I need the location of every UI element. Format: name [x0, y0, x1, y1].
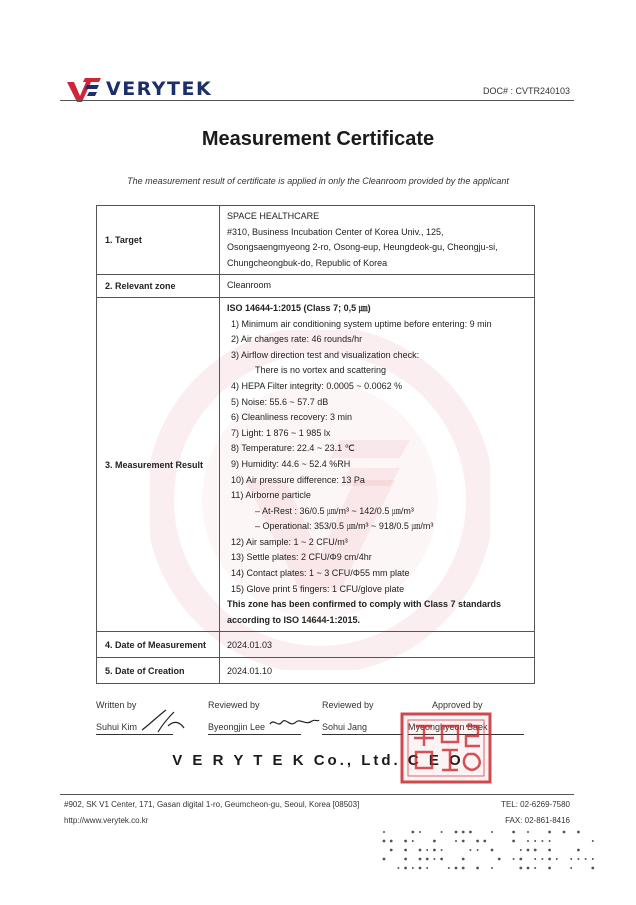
brand-name: VERYTEK [106, 78, 213, 100]
footer-divider [60, 794, 574, 795]
pattern-dot [397, 867, 399, 869]
pattern-dot [570, 867, 572, 869]
creation-date-label: 5. Date of Creation [97, 658, 220, 684]
pattern-dot [419, 831, 421, 833]
pattern-dot [476, 840, 479, 843]
target-line: Chungcheongbuk-do, Republic of Korea [227, 257, 388, 268]
pattern-dot [577, 849, 580, 852]
pattern-dot [556, 858, 558, 860]
pattern-dot [462, 831, 465, 834]
pattern-dot [527, 840, 529, 842]
result-item: 5) Noise: 55.6 ~ 57.7 dB [231, 396, 329, 407]
result-conclusion: according to ISO 14644-1:2015. [227, 614, 361, 625]
pattern-dot [441, 849, 443, 851]
result-item: 2) Air changes rate: 46 rounds/hr [231, 334, 363, 345]
pattern-dot [469, 831, 472, 834]
signature-scribble-icon [138, 706, 188, 736]
document-number: DOC# : CVTR240103 [482, 86, 570, 96]
certificate-table [96, 205, 535, 684]
pattern-dot [426, 849, 428, 851]
row-creation-date [97, 658, 535, 684]
signature-scribble-icon [268, 714, 320, 732]
pattern-dot [383, 840, 386, 843]
result-item: 7) Light: 1 876 ~ 1 985 lx [231, 427, 331, 438]
pattern-dot [512, 840, 515, 843]
result-item: 11) Airborne particle [231, 490, 311, 501]
pattern-dot [513, 858, 515, 860]
approved-by-name: Myeonghyeon Baek [408, 722, 524, 735]
pattern-dot [404, 858, 407, 861]
measurement-date-value: 2024.01.03 [220, 632, 535, 658]
row-zone [97, 275, 535, 298]
result-label: 3. Measurement Result [97, 297, 220, 631]
result-item: 14) Contact plates: 1 ~ 3 CFU/Φ55 mm plate [231, 568, 410, 579]
pattern-dot [412, 840, 414, 842]
target-line: SPACE HEALTHCARE [227, 211, 320, 221]
pattern-dot [433, 858, 435, 860]
pattern-dot [527, 867, 530, 870]
reviewed-by-name: Byeongjin Lee [208, 722, 301, 735]
result-item: 10) Air pressure difference: 13 Pa [231, 474, 365, 485]
pattern-dot [404, 867, 407, 870]
pattern-dot [591, 867, 594, 870]
result-item: 8) Temperature: 22.4 ~ 23.1 ℃ [231, 443, 355, 454]
pattern-dot [469, 849, 471, 851]
pattern-dot [419, 867, 422, 870]
pattern-dot [491, 849, 494, 852]
pattern-dot [383, 831, 385, 833]
pattern-dot [404, 849, 407, 852]
result-conclusion: This zone has been confirmed to comply with Class 7 standards [227, 599, 502, 610]
pattern-dot [548, 831, 551, 834]
target-value [220, 206, 535, 275]
pattern-dot [455, 831, 458, 834]
pattern-dot [383, 858, 386, 861]
pattern-dot [390, 840, 393, 843]
company-fax: FAX: 02-861-8416 [505, 816, 570, 825]
pattern-dot [455, 867, 458, 870]
pattern-dot [563, 831, 566, 834]
result-item: 9) Humidity: 44.6 ~ 52.4 %RH [231, 458, 351, 469]
company-address: #902, SK V1 Center, 171, Gasan digital 1-ro, Geumcheon-gu, Seoul, Korea [08503] [64, 800, 360, 809]
company-tel: TEL: 02-6269-7580 [501, 800, 570, 809]
pattern-dot [548, 849, 551, 852]
pattern-dot [527, 831, 529, 833]
certificate-title: Measurement Certificate [201, 128, 435, 150]
approved-by-label: Approved by [432, 700, 483, 710]
security-dot-pattern-icon [380, 828, 600, 874]
result-item: 6) Cleanliness recovery: 3 min [231, 412, 353, 423]
header-divider [60, 100, 574, 101]
pattern-dot [520, 849, 522, 851]
result-item: 12) Air sample: 1 ~ 2 CFU/m³ [231, 536, 348, 547]
pattern-dot [477, 849, 479, 851]
pattern-dot [534, 849, 537, 852]
measurement-date-label: 4. Date of Measurement [97, 632, 220, 658]
pattern-dot [483, 840, 486, 843]
pattern-dot [433, 840, 436, 843]
pattern-dot [448, 867, 450, 869]
pattern-dot [519, 858, 522, 861]
reviewed-by-label: Reviewed by [208, 700, 260, 710]
pattern-dot [476, 867, 479, 870]
pattern-dot [548, 867, 551, 870]
result-item: 15) Glove print 5 fingers: 1 CFU/glove plate [231, 583, 405, 594]
pattern-dot [592, 858, 594, 860]
target-label: 1. Target [97, 206, 220, 275]
pattern-dot [455, 840, 457, 842]
written-by-label: Written by [96, 700, 137, 710]
result-item: – At-Rest : 36/0.5 ㎛/m³ ~ 142/0.5 ㎛/m³ [255, 505, 414, 516]
pattern-dot [548, 858, 551, 861]
pattern-dot [541, 858, 543, 860]
pattern-dot [440, 858, 443, 861]
pattern-dot [519, 867, 522, 870]
result-standard: ISO 14644-1:2015 (Class 7; 0,5 ㎛) [227, 302, 371, 313]
result-item: 4) HEPA Filter integrity: 0.0005 ~ 0.0062 % [231, 380, 403, 391]
target-line: #310, Business Incubation Center of Korea Univ., 125, [227, 226, 444, 237]
pattern-dot [577, 831, 580, 834]
pattern-dot [404, 840, 407, 843]
pattern-dot [462, 867, 465, 870]
creation-date-value: 2024.01.10 [220, 658, 535, 684]
pattern-dot [549, 840, 551, 842]
pattern-dot [491, 867, 493, 869]
pattern-dot [541, 840, 543, 842]
company-website: http://www.verytek.co.kr [64, 816, 149, 825]
result-item: 13) Settle plates: 2 CFU/Φ9 cm/4hr [231, 552, 372, 563]
pattern-dot [534, 840, 536, 842]
result-value [220, 297, 535, 631]
pattern-dot [419, 858, 422, 861]
pattern-dot [426, 858, 429, 861]
pattern-dot [570, 858, 572, 860]
pattern-dot [491, 831, 493, 833]
pattern-dot [441, 831, 443, 833]
pattern-dot [534, 858, 536, 860]
result-item: 3) Airflow direction test and visualization check: [231, 349, 420, 360]
pattern-dot [390, 849, 393, 852]
pattern-dot [412, 867, 414, 869]
pattern-dot [577, 858, 579, 860]
pattern-dot [433, 849, 436, 852]
pattern-dot [419, 849, 422, 852]
pattern-dot [411, 831, 414, 834]
result-item: There is no vortex and scattering [255, 365, 387, 376]
result-item: – Operational: 353/0.5 ㎛/m³ ~ 918/0.5 ㎛/m³ [255, 521, 434, 532]
pattern-dot [534, 867, 536, 869]
company-seal-stamp-icon [398, 712, 494, 784]
pattern-dot [498, 858, 501, 861]
company-ceo-line: V E R Y T E K Co., Ltd. C E O [172, 752, 464, 769]
row-target [97, 206, 535, 275]
row-measurement-date [97, 632, 535, 658]
pattern-dot [585, 858, 587, 860]
written-by-name: Suhui Kim [96, 722, 173, 735]
zone-value [220, 275, 535, 298]
signature-reviewed-2 [322, 700, 403, 735]
pattern-dot [462, 840, 465, 843]
pattern-dot [527, 849, 530, 852]
pattern-dot [426, 867, 428, 869]
target-line: Osongsaengmyeong 2-ro, Osong-eup, Heungdeok-gu, Cheongju-si, [227, 242, 498, 253]
zone-text: Cleanroom [227, 280, 272, 291]
certificate-subtitle: The measurement result of certificate is applied in only the Cleanroom provided by the applicant [127, 176, 509, 186]
pattern-dot [462, 858, 465, 861]
row-result [97, 297, 535, 631]
pattern-dot [592, 840, 594, 842]
zone-label: 2. Relevant zone [97, 275, 220, 298]
reviewed-by-name: Sohui Jang [322, 722, 403, 735]
result-item: 1) Minimum air conditioning system uptime before entering: 9 min [231, 318, 492, 329]
reviewed-by-label: Reviewed by [322, 700, 374, 710]
pattern-dot [512, 831, 515, 834]
